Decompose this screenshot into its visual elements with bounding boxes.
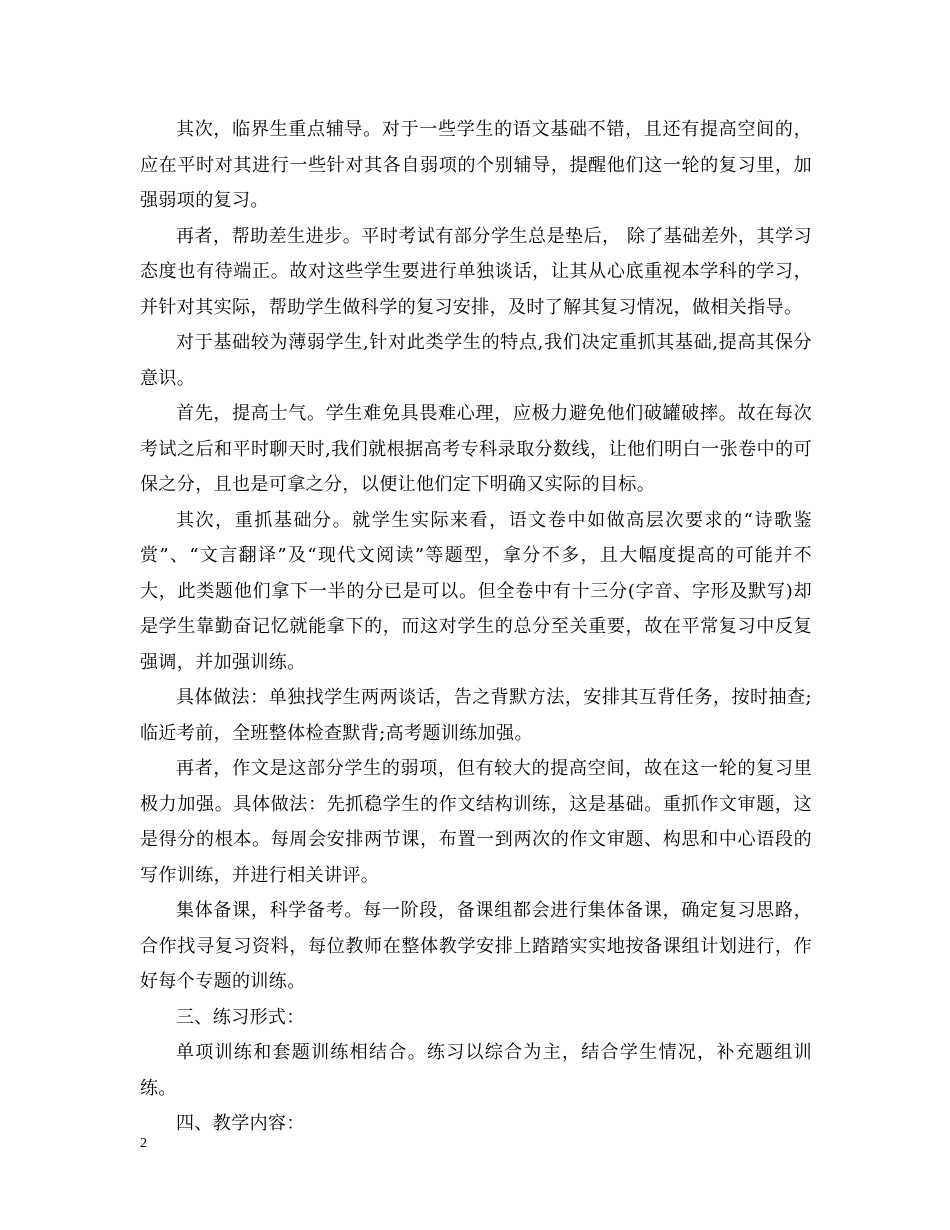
paragraph: 再者，帮助差生进步。平时考试有部分学生总是垫后， 除了基础差外，其学习态度也有待端正。故对这些学生要进行单独谈话，让其从心底重视本学科的学习，并针对其实际，帮助学生做科学的复习安排，及时了解其复习情况，做相关指导。 bbox=[140, 225, 812, 318]
paragraph: 首先，提高士气。学生难免具畏难心理，应极力避免他们破罐破摔。故在每次考试之后和平时聊天时,我们就根据高考专科录取分数线，让他们明白一张卷中的可保之分，且也是可拿之分，以便让他们定下明确又实际的目标。 bbox=[140, 403, 812, 495]
paragraph: 具体做法：单独找学生两两谈话，告之背默方法，安排其互背任务，按时抽查;临近考前，全班整体检查默背;高考题训练加强。 bbox=[140, 687, 812, 744]
page-number: 2 bbox=[140, 1136, 147, 1151]
paragraph: 对于基础较为薄弱学生,针对此类学生的特点,我们决定重抓其基础,提高其保分意识。 bbox=[140, 332, 812, 389]
paragraph: 再者，作文是这部分学生的弱项，但有较大的提高空间，故在这一轮的复习里极力加强。具体做法：先抓稳学生的作文结构训练，这是基础。重抓作文审题，这是得分的根本。每周会安排两节课，布置一到两次的作文审题、构思和中心语段的写作训练，并进行相关讲评。 bbox=[140, 758, 812, 886]
section-heading: 四、教学内容： bbox=[176, 1113, 305, 1134]
paragraph: 其次，临界生重点辅导。对于一些学生的语文基础不错，且还有提高空间的，应在平时对其进行一些针对其各自弱项的个别辅导，提醒他们这一轮的复习里，加强弱项的复习。 bbox=[140, 119, 812, 211]
paragraph: 其次，重抓基础分。就学生实际来看，语文卷中如做高层次要求的“诗歌鉴赏”、“文言翻译”及“现代文阅读”等题型，拿分不多，且大幅度提高的可能并不大，此类题他们拿下一半的分已是可以。但全卷中有十三分(字音、字形及默写)却是学生靠勤奋记忆就能拿下的，而这对学生的总分至关重要，故在平常复习中反复强调，并加强训练。 bbox=[140, 509, 812, 673]
document-body bbox=[140, 112, 812, 1142]
paragraph: 集体备课，科学备考。每一阶段，备课组都会进行集体备课，确定复习思路，合作找寻复习资料，每位教师在整体教学安排上踏踏实实地按备课组计划进行，作好每个专题的训练。 bbox=[140, 900, 812, 992]
section-heading: 三、练习形式： bbox=[176, 1006, 305, 1028]
paragraph: 单项训练和套题训练相结合。练习以综合为主，结合学生情况，补充题组训练。 bbox=[140, 1042, 812, 1099]
